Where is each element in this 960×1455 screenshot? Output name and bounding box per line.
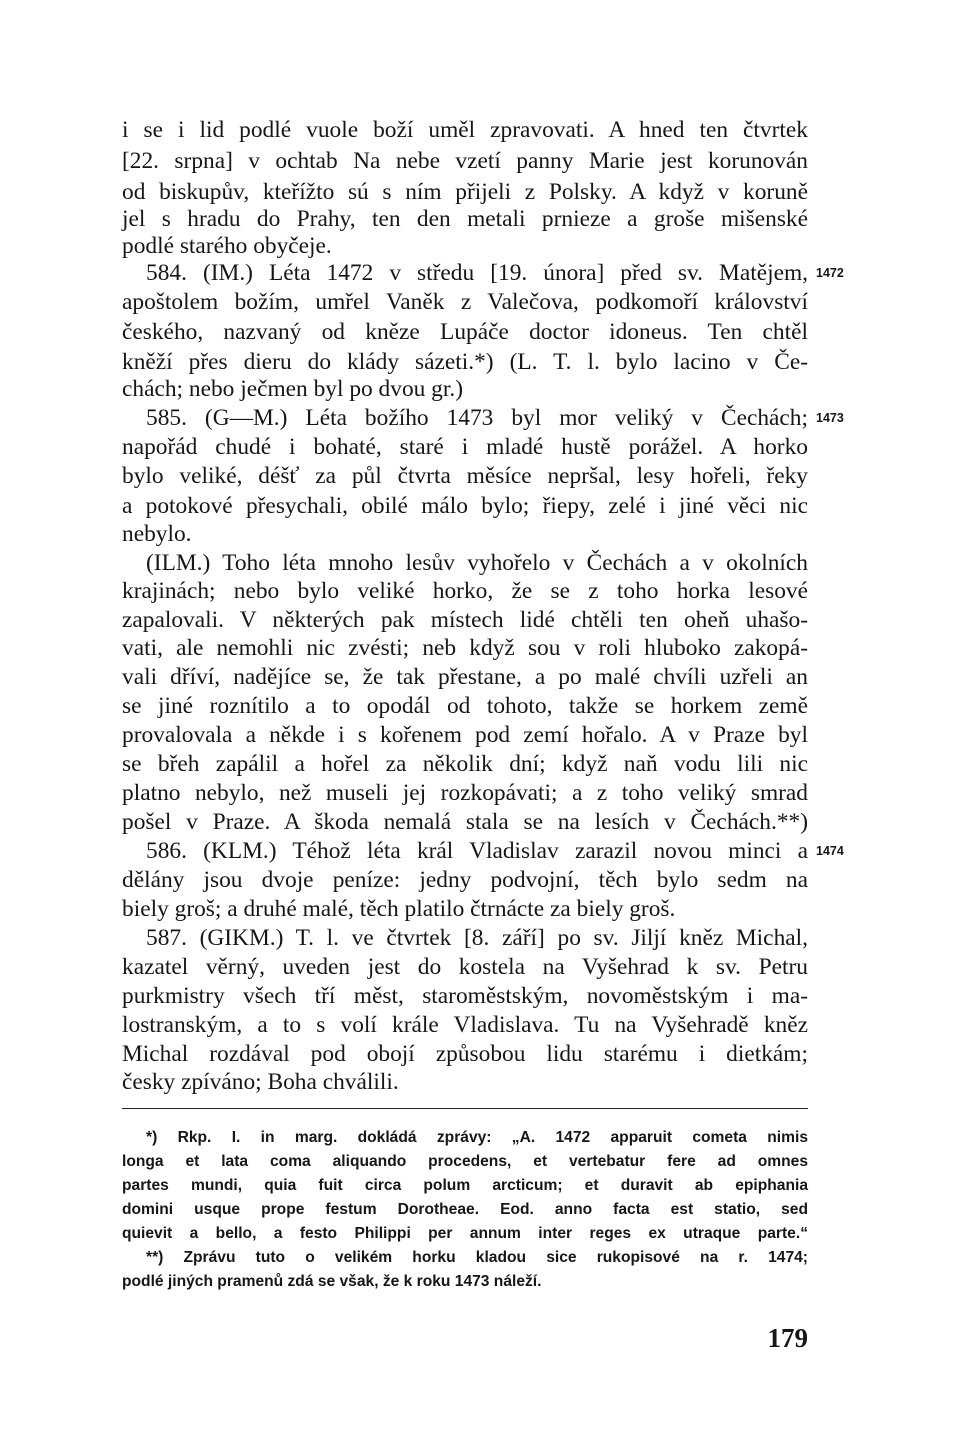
text-line: chách; nebo ječmen byl po dvou gr.)	[122, 376, 464, 402]
text-line: se jiné roznítilo a to opodál od tohoto, takže se horkem země	[122, 693, 808, 719]
text-line: českého, nazvaný od kněze Lupáče doctor idoneus. Ten chtěl	[122, 319, 808, 345]
margin-year: 1473	[816, 411, 844, 425]
text-line: Michal rozdával pod obojí způsobou lidu starému i dietkám;	[122, 1041, 808, 1067]
footnote-line: podlé jiných pramenů zdá se však, že k roku 1473 náleží.	[122, 1273, 542, 1290]
text-line: platno nebylo, než museli jej rozkopávati; a z toho veliký smrad	[122, 780, 808, 806]
text-line: podlé starého obyčeje.	[122, 233, 332, 259]
text-line: apoštolem božím, umřel Vaněk z Valečova, podkomoří království	[122, 289, 808, 315]
text-line: krajinách; nebo bylo veliké horko, že se z toho horka lesové	[122, 578, 808, 604]
text-line: provalovala a někde i s kořenem pod zemí hořalo. A v Praze byl	[122, 722, 808, 748]
text-line: lostranským, a to s volí krále Vladislava. Tu na Vyšehradě kněz	[122, 1012, 808, 1038]
page-number: 179	[767, 1323, 808, 1353]
text-line: i se i lid podlé vuole boží uměl zpravovati. A hned ten čtvrtek	[122, 117, 808, 143]
text-line: biely groš; a druhé malé, těch platilo čtrnácte za biely groš.	[122, 896, 676, 922]
text-line: kazatel věrný, uveden jest do kostela na Vyšehrad k sv. Petru	[122, 954, 808, 980]
text-line: nebylo.	[122, 521, 192, 547]
margin-year: 1472	[816, 266, 844, 280]
text-line: pošel v Praze. A škoda nemalá stala se na lesích v Čechách.**)	[122, 809, 808, 835]
text-line: se břeh zapálil a hořel za několik dní; když naň vodu lili nic	[122, 751, 808, 777]
text-line: jel s hradu do Prahy, ten den metali prnieze a groše mišenské	[122, 206, 808, 232]
margin-year: 1474	[816, 844, 844, 858]
text-line: bylo veliké, déšť za půl čtvrta měsíce nepršal, lesy hořeli, řeky	[122, 463, 808, 489]
text-line: (ILM.) Toho léta mnoho lesův vyhořelo v Čechách a v okolních	[146, 550, 808, 576]
text-line: zapalovali. V některých pak místech lidé chtěli ten oheň uhašo-	[122, 607, 808, 633]
footnote-line: quievit a bello, a festo Philippi per annum inter reges ex utraque parte.“	[122, 1225, 808, 1242]
text-line: 586. (KLM.) Téhož léta král Vladislav zarazil novou minci a	[146, 838, 808, 864]
footnote-line: *) Rkp. I. in marg. dokládá zprávy: „A. 1472 apparuit cometa nimis	[146, 1129, 808, 1146]
text-line: od biskupův, kteřížto sú s ním přijeli z Polsky. A když v koruně	[122, 179, 808, 205]
footnote-line: longa et lata coma aliquando procedens, et vertebatur fere ad omnes	[122, 1153, 808, 1170]
footnote-line: **) Zprávu tuto o velikém horku kladou sice rukopisové na r. 1474;	[146, 1249, 808, 1266]
text-line: 584. (IM.) Léta 1472 v středu [19. února] před sv. Matějem,	[146, 260, 808, 286]
footnote-divider	[122, 1108, 808, 1109]
text-line: 585. (G—M.) Léta božího 1473 byl mor veliký v Čechách;	[146, 405, 808, 431]
text-line: 587. (GIKM.) T. l. ve čtvrtek [8. září] po sv. Jiljí kněz Michal,	[146, 925, 808, 951]
footnote-line: domini usque prope festum Dorotheae. Eod. anno facta est statio, sed	[122, 1201, 808, 1218]
text-line: dělány jsou dvoje peníze: jedny podvojní, těch bylo sedm na	[122, 867, 808, 893]
text-line: vati, ale nemohli nic zvésti; neb když sou v roli hluboko zakopá-	[122, 635, 808, 661]
text-line: kněží přes dieru do klády sázeti.*) (L. T. l. bylo lacino v Če-	[122, 349, 808, 375]
text-line: napořád chudé i bohaté, staré i mladé hustě porážel. A horko	[122, 434, 808, 460]
text-line: a potokové přesychali, obilé málo bylo; řiepy, zelé i jiné věci nic	[122, 493, 808, 519]
text-line: česky zpíváno; Boha chválili.	[122, 1069, 399, 1095]
footnote-line: partes mundi, quia fuit circa polum arcticum; et duravit ab epiphania	[122, 1177, 808, 1194]
text-line: purkmistry všech tří měst, staroměstským, novoměstským i ma-	[122, 983, 808, 1009]
text-line: vali dříví, nadějíce se, že tak přestane, a po malé chvíli uzřeli an	[122, 664, 808, 690]
text-line: [22. srpna] v ochtab Na nebe vzetí panny Marie jest korunován	[122, 148, 808, 174]
